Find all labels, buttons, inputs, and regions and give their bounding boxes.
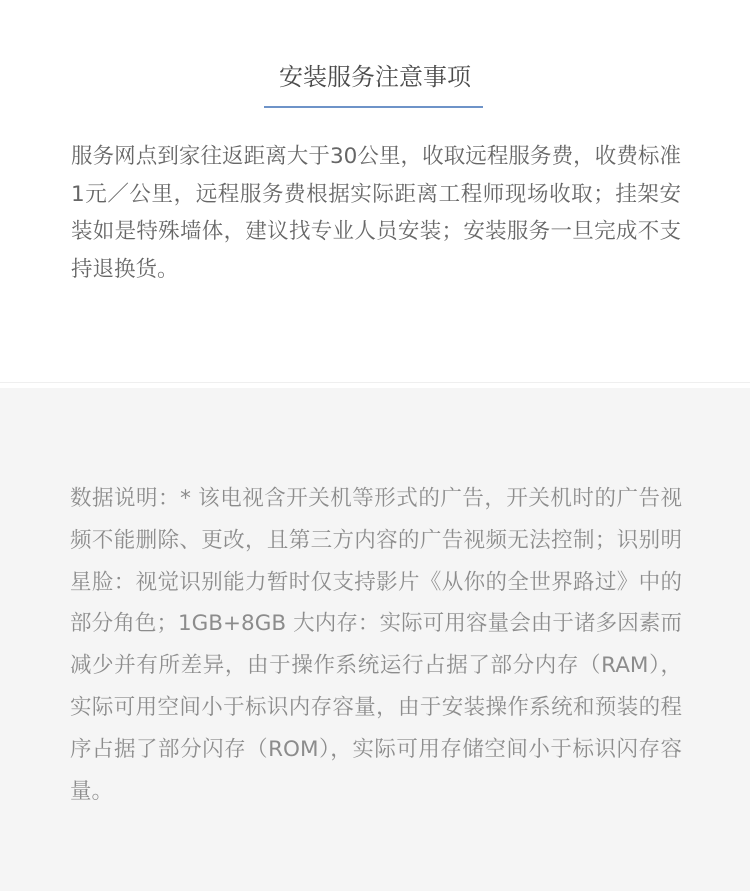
install-notice-body: 服务网点到家往返距离大于30公里，收取远程服务费，收费标准1元／公里，远程服务费根据实际距离工程师现场收取；挂架安装如是特殊墙体，建议找专业人员安装；安装服务一旦完成不支持退换货。 <box>71 144 681 282</box>
data-notice-section <box>0 388 750 891</box>
data-notice-body: 数据说明：* 该电视含开关机等形式的广告，开关机时的广告视频不能删除、更改，且第三方内容的广告视频无法控制；识别明星脸：视觉识别能力暂时仅支持影片《从你的全世界路过》中的部分角色；1GB+8GB 大内存：实际可用容量会由于诸多因素而减少并有所差异，由于操作系统运行占据了部分内存（RAM），实际可用空间小于标识内存容量，由于安装操作系统和预装的程序占据了部分闪存（ROM），实际可用存储空间小于标识闪存容量。 <box>70 486 682 804</box>
install-notice-section <box>0 0 750 382</box>
title-underline <box>264 106 483 108</box>
install-notice-title: 安装服务注意事项 <box>279 63 471 91</box>
